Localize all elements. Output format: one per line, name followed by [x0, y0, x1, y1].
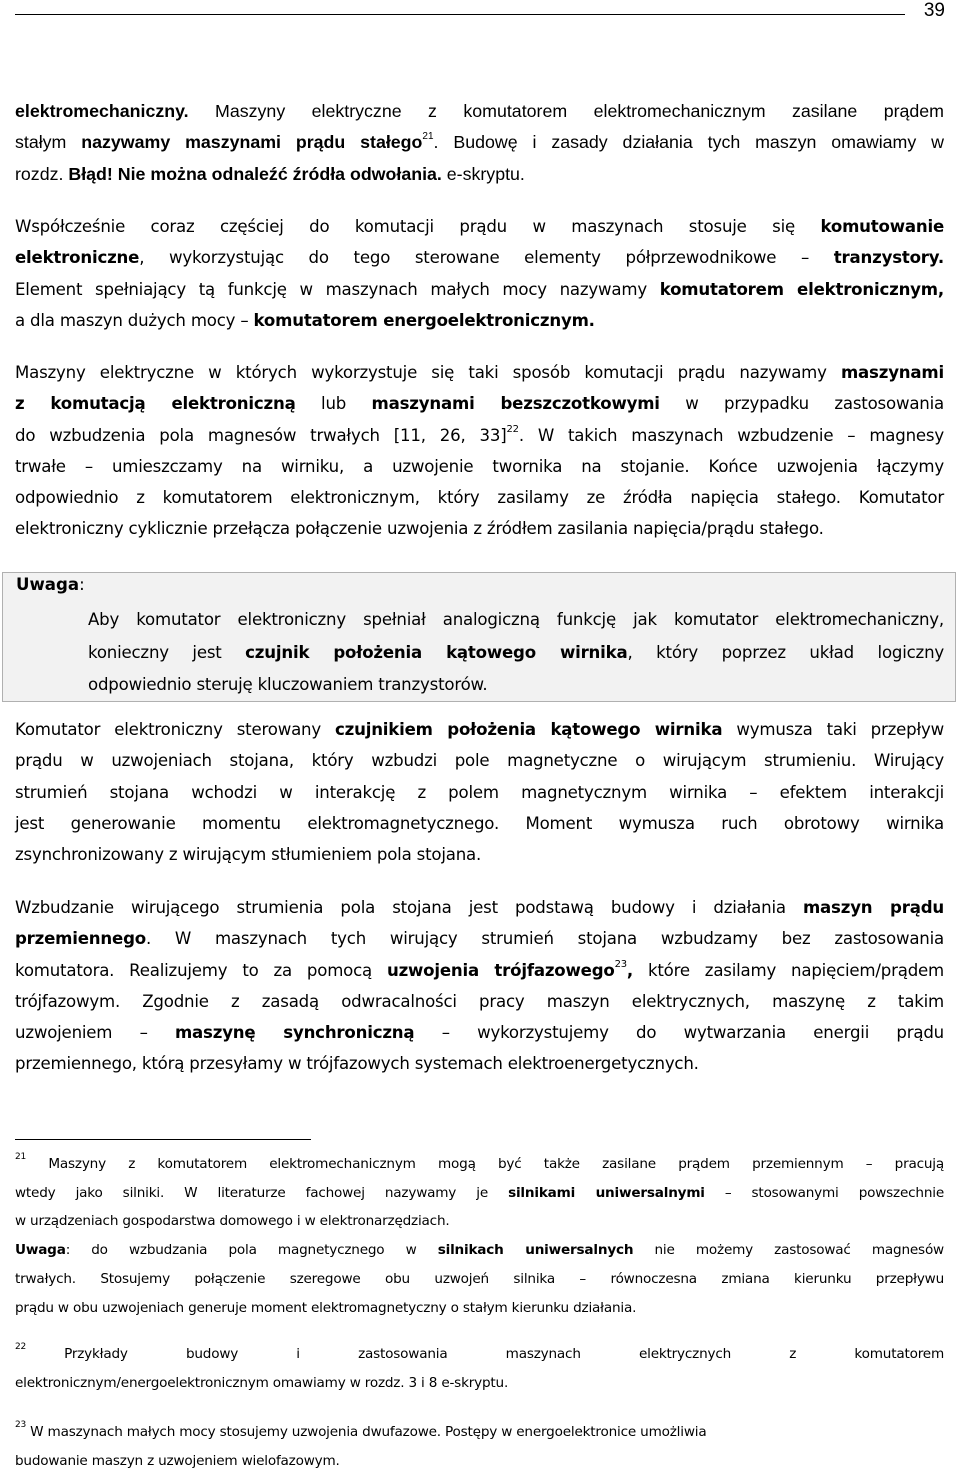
paragraph-3: Maszyny elektryczne w których wykorzystuje się taki sposób komutacji prądu nazywamy maszynami z komutacją elektroniczną lub maszynami bezszczotkowymi w przypadku zastosowania do wzbudzenia pola magnesów trwałych [11, 26, 33]$^{22}$. W takich maszynach wzbudzenie – magnesy trwałe – umieszczamy na wirniku, a uzwojenie twornika na stojanie. Końce uzwojenia łączymy odpowiednio z komutatorem elektronicznym, który zasilamy ze źródła napięcia stałego. Komutator elektroniczny cyklicznie przełącza połączenie uzwojenia z źródłem zasilania napięcia/prądu stałego. [15, 363, 944, 539]
footnote-separator [15, 1139, 311, 1140]
error-reference: Błąd! Nie można odnaleźć źródła odwołania. [68, 163, 442, 184]
note-label: Uwaga: [16, 575, 85, 594]
header-rule [15, 14, 905, 15]
bold-term: elektromechaniczny. [15, 101, 189, 121]
paragraph-4: Komutator elektroniczny sterowany czujnikiem położenia kątowego wirnika wymusza taki przepływ prądu w uzwojeniach stojana, który wzbudzi pole magnetyczne o wirującym strumieniu. Wirujący strumień stojana wchodzi w interakcję z polem magnetycznym wirnika – efektem interakcji jest generowanie momentu elektromagnetycznego. Moment wymusza ruch obrotowy wirnika zsynchronizowany z wirującym stłumieniem pola stojana. [15, 720, 944, 865]
paragraph-5: Wzbudzanie wirującego strumienia pola stojana jest podstawą budowy i działania maszyn prądu przemiennego. W maszynach tych wirujący strumień stojana wzbudzamy bez zastosowania komutatora. Realizujemy to za pomocą uzwojenia trójfazowego$^{23}$, które zasilamy napięciem/prądem trójfazowym. Zgodnie z zasadą odwracalności pracy maszyn elektrycznych, maszynę z takim uzwojeniem – maszynę synchroniczną – wykorzystujemy do wytwarzania energii prądu przemiennego, którą przesyłamy w trójfazowych systemach elektroenergetycznych. [15, 898, 945, 1074]
note-body: Aby komutator elektroniczny spełniał analogiczną funkcję jak komutator elektromechaniczny, konieczny jest czujnik położenia kątowego wirnika, który poprzez układ logiczny odpowiednio steruję kluczowaniem tranzystorów. [88, 610, 945, 694]
footnote-ref-23[interactable]: 23 [614, 958, 627, 970]
footnote-23: $^{23}$ W maszynach małych mocy stosujemy uzwojenia dwufazowe. Postępy w energoelektronice umożliwia budowanie maszyn z uzwojeniem wielofazowym. [15, 1420, 707, 1469]
footnote-22: $^{22}$ Przykłady budowy i zastosowania maszynach elektrycznych z komutatorem elektronicznym/energoelektronicznym omawiamy w rozdz. 3 i 8 e-skryptu. [15, 1342, 944, 1391]
footnote-21: $^{21}$ Maszyny z komutatorem elektromechanicznym mogą być także zasilane prądem przemiennym – pracują wtedy jako silniki. W literaturze fachowej nazywamy je silnikami uniwersalnymi – stosowanymi powszechnie w urządzeniach gospodarstwa domowego i w elektronarzędziach. Uwaga: do wzbudzania pola magnetycznego w silnikach uniwersalnych nie możemy zastosować magnesów trwałych. Stosujemy połączenie szeregowe obu uzwojeń silnika – równoczesna zmiana kierunku przepływu prądu w obu uzwojeniach generuje moment elektromagnetyczny o stałym kierunku działania. [15, 1152, 944, 1316]
paragraph-1: elektromechaniczny. Maszyny elektryczne z komutatorem elektromechanicznym zasilane prądem stałym nazywamy maszynami prądu stałego$^{21}$. Budowę i zasady działania tych maszyn omawiamy w rozdz. Błąd! Nie można odnaleźć źródła odwołania. e-skryptu. [15, 101, 944, 184]
page-number: 39 [923, 0, 945, 21]
paragraph-2: Współcześnie coraz częściej do komutacji prądu w maszynach stosuje się komutowanie elektroniczne, wykorzystując do tego sterowane elementy półprzewodnikowe – tranzystory. Element spełniający tą funkcję w maszynach małych mocy nazywamy komutatorem elektronicznym, a dla maszyn dużych mocy – komutatorem energoelektronicznym. [15, 217, 944, 330]
footnote-ref-21[interactable]: 21 [422, 131, 434, 143]
footnote-ref-22[interactable]: 22 [506, 423, 519, 435]
